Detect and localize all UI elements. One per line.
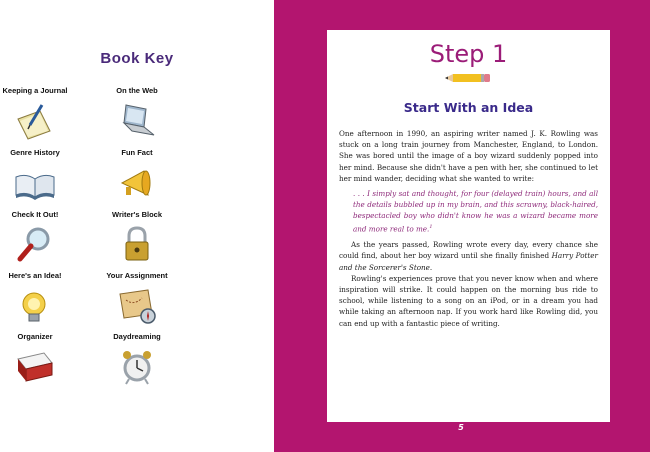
key-item-daydreaming: [92, 332, 182, 387]
page-number: 5: [458, 423, 464, 432]
key-item-web: [92, 86, 182, 141]
alarm-clock-icon: [114, 347, 160, 387]
quotation: [353, 188, 598, 234]
quote-text: . . . I simply sat and thought, for four (delayed train) hours, and all the details bubbled up in my brain, and this scrawny, black-haired, bespectacled boy who didn't know he was a wizard became more and more real to me.: [353, 189, 598, 234]
padlock-icon: [114, 225, 160, 265]
key-item-idea: [0, 271, 80, 326]
paragraph-2-text: As the years passed, Rowling wrote every day, every chance she could find, about her boy wizard until she finally finished: [339, 240, 598, 261]
paragraph-3: Rowling's experiences prove that you never know when and where inspiration will strike. It could happen on the morning bus ride to school, while listening to a song on an iPod, or in a dream you had while taking an afternoon nap. If you work hard like Rowling did, you can end up with a fantastic piece of writing.: [339, 273, 598, 328]
key-item-organizer: [0, 332, 80, 387]
key-item-writers-block: [92, 210, 182, 265]
footnote-marker: 1: [429, 223, 433, 230]
key-label: Daydreaming: [113, 332, 161, 341]
key-item-check-it-out: [0, 210, 80, 265]
book-title: Harry Potter and the Sorcerer's Stone: [339, 251, 598, 272]
paragraph-2-end: .: [429, 262, 433, 272]
book-key-title: Book Key: [100, 50, 174, 67]
journal-quill-icon: [12, 101, 58, 141]
megaphone-icon: [114, 163, 160, 203]
open-book-icon: [12, 163, 58, 203]
paragraph-1: One afternoon in 1990, an aspiring writer named J. K. Rowling was stuck on a long train journey from Manchester, England, to London. She was bored until the image of a boy wizard suddenly popped into her mind. Because she didn't have a pen with her, she continued to let her mind wander, deciding what she wanted to write:: [339, 129, 598, 183]
key-label: Writer's Block: [112, 210, 162, 219]
light-bulb-icon: [12, 286, 58, 326]
treasure-map-compass-icon: [114, 286, 160, 326]
key-label: On the Web: [116, 86, 158, 95]
key-item-journal: [0, 86, 80, 141]
paragraph-2: [339, 239, 598, 273]
magnifying-glass-icon: [12, 225, 58, 265]
section-heading: Start With an Idea: [403, 100, 534, 115]
key-label: Organizer: [17, 332, 53, 341]
key-label: Fun Fact: [121, 148, 153, 157]
step-title: Step 1: [429, 40, 508, 68]
laptop-icon: [114, 101, 160, 141]
pencil-icon: [445, 72, 491, 84]
key-item-fun-fact: [92, 148, 182, 203]
key-item-assignment: [92, 271, 182, 326]
key-item-genre-history: [0, 148, 80, 203]
key-label: Here's an Idea!: [8, 271, 62, 280]
step-panel: [327, 30, 610, 422]
key-label: Keeping a Journal: [2, 86, 68, 95]
book-key-page: [0, 0, 274, 452]
key-label: Genre History: [10, 148, 60, 157]
key-label: Your Assignment: [106, 271, 168, 280]
body-text: [339, 128, 598, 329]
file-tray-icon: [12, 347, 58, 387]
key-label: Check It Out!: [11, 210, 59, 219]
